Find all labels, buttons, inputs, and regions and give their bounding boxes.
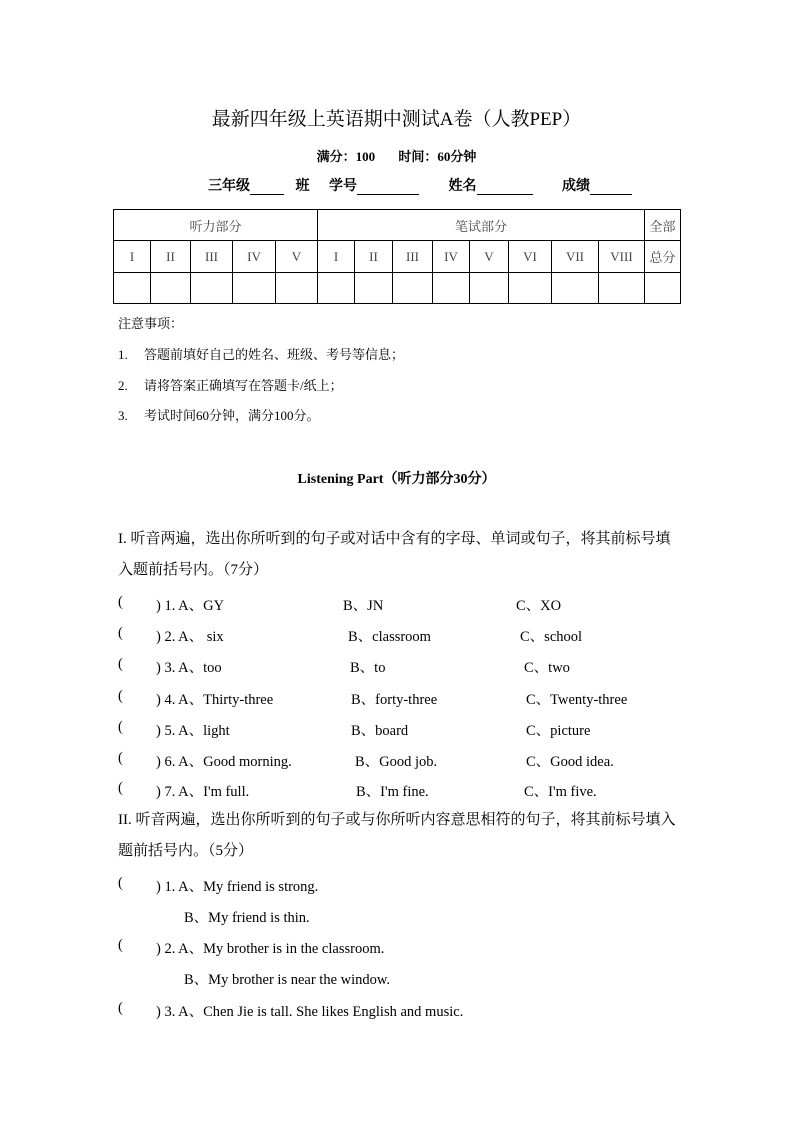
grade-blank[interactable] [250,180,284,195]
option-c: C、Twenty-three [526,692,628,708]
option-b: B、to [350,660,386,676]
student-no-label: 学号 [329,179,357,194]
answer-paren[interactable]: ( [118,688,123,704]
part2-instruction: II. 听音两遍，选出你所听到的句子或与你所听内容意思相符的句子，将其前标号填入题前括号内。（5分） [118,812,676,859]
answer-paren[interactable]: ( [118,594,123,610]
note-number: 3. [118,408,128,423]
option-b: B、classroom [348,629,431,645]
score-cell[interactable] [233,273,276,304]
option-c: C、picture [526,723,591,739]
writing-col-8: VIII [599,241,645,273]
section-title: Listening Part（听力部分30分） [297,472,496,487]
score-cell[interactable] [393,273,433,304]
answer-paren[interactable]: ( [118,625,123,641]
answer-paren[interactable]: ( [118,1000,123,1016]
exam-meta [0,146,793,165]
score-cell[interactable] [114,273,151,304]
answer-paren[interactable]: ( [118,750,123,766]
writing-col-5: V [470,241,509,273]
option-a: ) 3. A、too [156,660,222,676]
note-text: 答题前填好自己的姓名、班级、考号等信息； [144,347,405,362]
answer-paren[interactable]: ( [118,656,123,672]
listening-col-3: III [191,241,233,273]
option-b: B、JN [343,598,384,614]
student-info [208,175,632,195]
option-a: ) 5. A、light [156,723,230,739]
option-b: B、My brother is near the window. [184,972,391,988]
listening-col-1: I [114,241,151,273]
answer-paren[interactable]: ( [118,780,123,796]
option-b: B、I'm fine. [356,784,429,800]
score-cell[interactable] [355,273,393,304]
option-b: B、My friend is thin. [184,910,310,926]
listening-col-2: II [151,241,191,273]
score-cell[interactable] [645,273,681,304]
score-cell[interactable] [191,273,233,304]
option-a: ) 4. A、Thirty-three [156,692,274,708]
option-c: C、XO [516,598,562,614]
option-c: C、Good idea. [526,754,614,770]
score-cell[interactable] [318,273,355,304]
option-b: B、Good job. [355,754,438,770]
note-text: 请将答案正确填写在答题卡/纸上； [144,378,343,393]
note-item [118,375,343,394]
name-blank[interactable] [477,180,533,195]
answer-paren[interactable]: ( [118,875,123,891]
writing-col-7: VII [552,241,599,273]
score-blank[interactable] [590,180,632,195]
writing-header: 笔试部分 [318,210,645,241]
all-header: 全部 [645,210,681,241]
full-marks: 满分：100 [316,149,376,164]
option-a: ) 7. A、I'm full. [156,784,250,800]
total-col: 总分 [645,241,681,273]
writing-col-4: IV [433,241,470,273]
listening-col-5: V [276,241,318,273]
note-item [118,344,404,363]
option-a: ) 1. A、GY [156,598,225,614]
score-cell[interactable] [151,273,191,304]
score-cell[interactable] [509,273,552,304]
answer-paren[interactable]: ( [118,719,123,735]
option-a: ) 2. A、My brother is in the classroom. [156,941,385,957]
note-number: 2. [118,378,128,393]
name-label: 姓名 [448,179,477,194]
note-text: 考试时间60分钟，满分100分。 [144,408,320,423]
student-no-blank[interactable] [357,180,419,195]
option-a: ) 1. A、My friend is strong. [156,879,319,895]
score-cell[interactable] [276,273,318,304]
grade-label: 三年级 [208,179,250,194]
page-title: 最新四年级上英语期中测试A卷（人教PEP） [211,109,582,130]
option-a: ) 3. A、Chen Jie is tall. She likes English and music. [156,1004,464,1020]
option-b: B、forty-three [351,692,438,708]
notes-heading: 注意事项： [118,316,184,331]
option-a: ) 2. A、 six [156,629,224,645]
score-label: 成绩 [562,179,590,194]
writing-col-2: II [355,241,393,273]
part1-instruction: I. 听音两遍，选出你所听到的句子或对话中含有的字母、单词或句子，将其前标号填入题前括号内。（7分） [118,531,671,578]
option-b: B、board [351,723,409,739]
writing-col-3: III [393,241,433,273]
score-cell[interactable] [599,273,645,304]
note-number: 1. [118,347,128,362]
note-item [118,405,320,424]
score-cell[interactable] [552,273,599,304]
score-table [113,209,681,304]
option-c: C、two [524,660,570,676]
listening-header: 听力部分 [114,210,318,241]
writing-col-6: VI [509,241,552,273]
option-c: C、school [520,629,583,645]
answer-paren[interactable]: ( [118,937,123,953]
writing-col-1: I [318,241,355,273]
score-cell[interactable] [433,273,470,304]
class-label: 班 [295,179,310,194]
option-c: C、I'm five. [524,784,597,800]
listening-col-4: IV [233,241,276,273]
score-cell[interactable] [470,273,509,304]
exam-time: 时间：60分钟 [398,149,477,164]
option-a: ) 6. A、Good morning. [156,754,292,770]
